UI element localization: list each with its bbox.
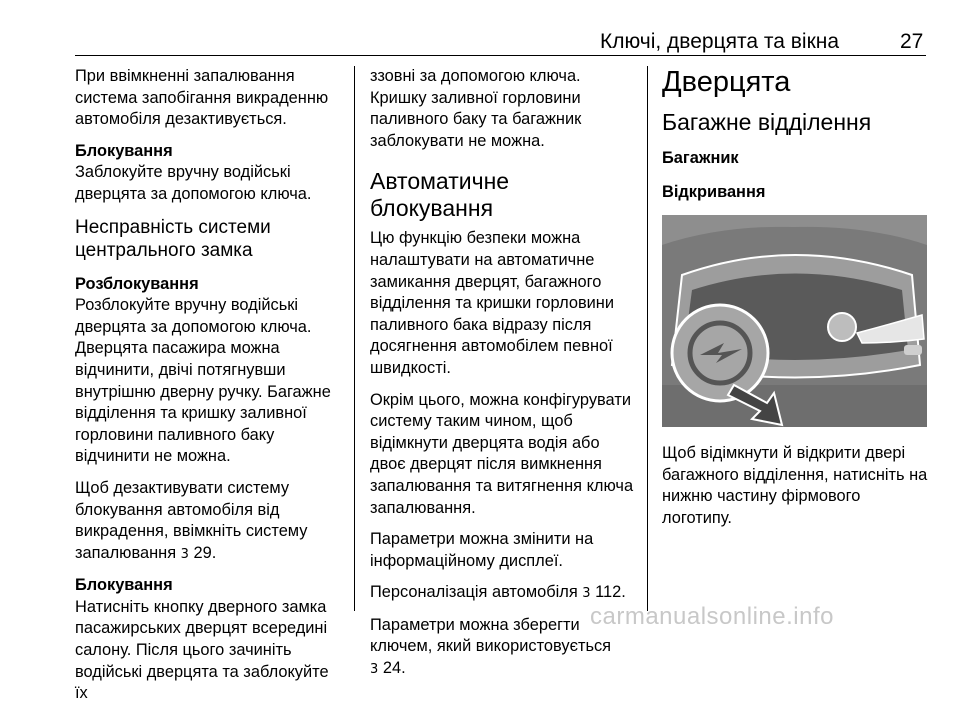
heading-opening: Відкривання (662, 182, 766, 201)
paragraph-text: Персоналізація автомобіля (370, 583, 578, 602)
paragraph (75, 478, 345, 565)
heading-tailgate: Багажник (662, 149, 739, 167)
paragraph: ззовні за допомогою ключа. Кришку заливної горловини паливного баку та багажник заблокувати не можна. (370, 67, 582, 150)
page-ref-link[interactable]: 24. (382, 659, 406, 678)
paragraph: Заблокуйте вручну водійські дверцята за допомогою ключа. (75, 163, 312, 203)
watermark-text: carmanualsonline.info (590, 603, 834, 630)
column-divider (647, 66, 648, 611)
subheading-unlock: Розблокування (75, 274, 199, 293)
figure-caption: Щоб відімкнути й відкрити двері багажного відділення, натисніть на нижню частину фірмового логотипу. (662, 444, 928, 527)
page-ref-link[interactable]: 29. (193, 543, 217, 562)
page-number: 27 (900, 30, 924, 53)
section-title-doors: Дверцята (662, 66, 791, 98)
subheading-lock: Блокування (75, 576, 173, 595)
page-ref-icon: 3 (180, 546, 189, 562)
column-divider (354, 66, 355, 611)
heading-central-lock-fault: Несправність системи центрального замка (75, 216, 271, 261)
header-rule (75, 55, 926, 56)
page-header (0, 0, 960, 60)
paragraph (370, 582, 635, 605)
section-subtitle-luggage: Багажне відділення (662, 109, 872, 135)
column-right (662, 66, 932, 540)
paragraph: Параметри можна змінити на інформаційному дисплеї. (370, 530, 594, 570)
paragraph-text: Щоб дезактивувати систему блокування автомобіля від викрадення, ввімкніть систему запалювання (75, 478, 308, 562)
paragraph: Окрім цього, можна конфігурувати систему таким чином, щоб відімкнути дверцята водія або двоє дверцят після вимкнення запалювання та витягнення ключа запалювання. (370, 390, 634, 517)
car-rear-icon (662, 215, 927, 427)
trunk-logo-illustration (662, 215, 927, 427)
paragraph: Натисніть кнопку дверного замка пасажирських дверцят всередині салону. Після цього зачиніть водійські дверцята та заблокуйте їх (75, 597, 329, 703)
page-ref-icon: 3 (370, 662, 379, 678)
column-middle (370, 66, 635, 691)
running-title: Ключі, дверцята та вікна (600, 30, 840, 53)
page-ref-link[interactable]: 112. (595, 583, 626, 602)
paragraph: При ввімкненні запалювання система запобігання викраденню автомобіля дезактивується. (75, 67, 329, 129)
paragraph: Розблокуйте вручну водійські дверцята за допомогою ключа. Дверцята пасажира можна відчинити, двічі потягнувши внутрішню дверну ручку. Багажне відділення та кришку заливної горловини паливного баку відчинити не можна. (75, 296, 331, 466)
subheading-lock: Блокування (75, 141, 173, 160)
heading-auto-lock: Автоматичне блокування (370, 168, 510, 222)
column-left (75, 66, 345, 715)
paragraph-text: Параметри можна зберегти ключем, який використовується (370, 615, 612, 656)
paragraph: Цю функцію безпеки можна налаштувати на автоматичне замикання дверцят, багажного відділення та кришки горловини паливного бака відразу після досягнення автомобілем певної швидкості. (370, 229, 615, 377)
page-ref-icon: 3 (582, 586, 591, 602)
